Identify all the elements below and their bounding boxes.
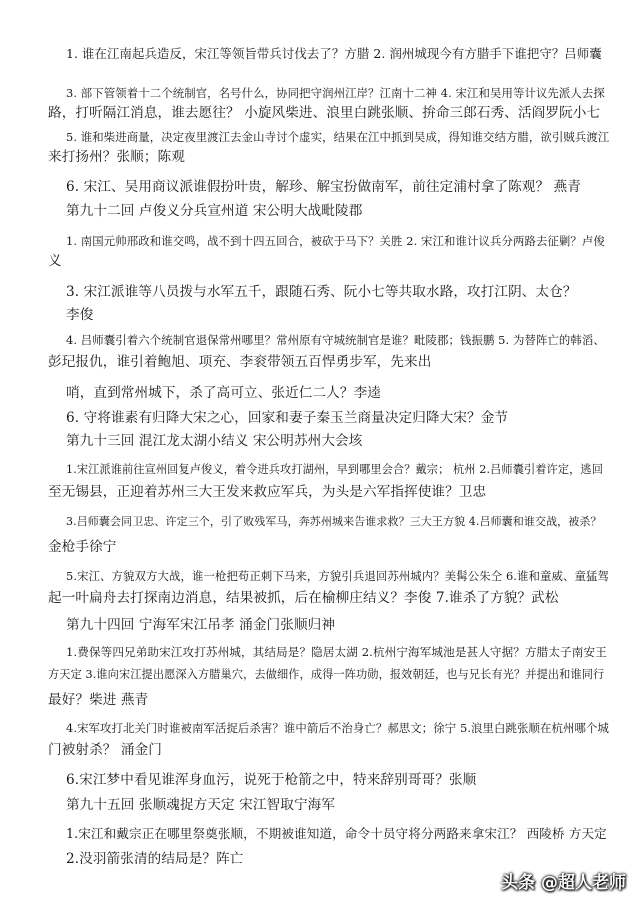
text-line: 5. 谁和柴进商量，决定夜里渡江去金山寺讨个虚实，结果在江中抓到吴成，得知谁交结方腊，欲引贼兵渡江 (66, 130, 610, 144)
text-line: 1.宋江派谁前往宣州回复卢俊义，着令进兵攻打湖州，早到哪里会合？戴宗； 杭州 2.吕师囊引着许定，逃回 (66, 463, 604, 476)
watermark: 头条 @超人老师 (501, 873, 626, 893)
text-line: 3.吕师囊会同卫忠、许定三个，引了败残军马，奔苏州城来告谁求救？三大王方貌 4.吕师囊和谁交战，被杀？ (66, 515, 602, 528)
text-line: 李俊 (66, 307, 94, 323)
text-line: 哨，直到常州城下，杀了高可立、张近仁二人？李逵 (66, 385, 381, 401)
text-line: 6. 宋江、吴用商议派谁假扮叶贵，解珍、解宝扮做南军，前往定浦村拿了陈观？ 燕青 (66, 179, 581, 195)
text-line: 2.没羽箭张清的结局是？阵亡 (66, 851, 244, 867)
chapter-heading: 第九十三回 混江龙太湖小结义 宋公明苏州大会垓 (66, 433, 363, 449)
text-line: 方天定 3.谁向宋江提出愿深入方腊巢穴，去做细作，成得一阵功勋，报效朝廷，也与兄长有光？并提出和谁同行 (48, 668, 605, 681)
text-line: 6.宋江梦中看见谁浑身血污，说死于枪箭之中，特来辞别哥哥？张顺 (66, 772, 477, 788)
text-line: 4. 吕师囊引着六个统制官退保常州哪里？常州原有守城统制官是谁？毗陵郡；钱振鹏 5. 为替阵亡的韩滔、 (66, 333, 605, 347)
text-line: 1. 南国元帅邢政和谁交鸣，战不到十四五回合，被砍于马下？关胜 2. 宋江和谁计议兵分两路去征剿？卢俊 (66, 234, 605, 248)
text-line: 义 (48, 253, 62, 269)
text-line: 1. 谁在江南起兵造反，宋江等领旨带兵讨伐去了？方腊 2. 润州城现今有方腊手下谁把守？吕师囊 (66, 46, 602, 61)
text-line: 1.费保等四兄弟助宋江攻打苏州城，其结局是？隐居太湖 2.杭州宁海军城池是甚人守据？方腊太子南安王 (66, 645, 607, 659)
chapter-heading: 第九十二回 卢俊义分兵宣州道 宋公明大战毗陵郡 (66, 203, 363, 219)
text-line: 1.宋江和戴宗正在哪里祭奠张顺，不期被谁知道，命令十员守将分两路来拿宋江？ 西陵桥 方天定 (66, 826, 607, 841)
text-line: 门被射杀？ 涌金门 (48, 742, 162, 758)
text-line: 4.宋军攻打北关门时谁被南军活捉后杀害？谁中箭后不治身亡？郝思文；徐宁 5.浪里白跳张顺在杭州哪个城 (66, 721, 609, 735)
chapter-heading: 第九十五回 张顺魂捉方天定 宋江智取宁海军 (66, 797, 336, 813)
text-line: 5.宋江、方貌双方大战，谁一枪把苟正刺下马来，方貌引兵退回苏州城内？美髯公朱仝 6.谁和童威、童猛驾 (66, 569, 609, 583)
chapter-heading: 第九十四回 宁海军宋江吊孝 涌金门张顺归神 (66, 617, 336, 633)
text-line: 起一叶扁舟去打探南边消息，结果被抓，后在榆柳庄结义？李俊 7.谁杀了方貌？武松 (48, 590, 559, 606)
text-line: 3. 部下管领着十二个统制官，名号什么，协同把守润州江岸？江南十二神 4. 宋江和吴用等计议先派人去探 (66, 86, 605, 100)
text-line: 彭玘报仇，谁引着鲍旭、项充、李衮带领五百悍勇步军，先来出 (48, 354, 432, 370)
text-line: 路，打听隔江消息，谁去愿往？ 小旋风柴进、浪里白跳张顺、拚命三郎石秀、活阎罗阮小七 (48, 105, 601, 121)
text-line: 最好？柴进 燕青 (48, 692, 149, 708)
text-line: 来打扬州？张顺；陈观 (48, 149, 185, 165)
text-line: 金枪手徐宁 (48, 539, 117, 555)
text-line: 3. 宋江派谁等八员拨与水军五千，跟随石秀、阮小七等共取水路，攻打江阴、太仓？ (66, 284, 577, 300)
text-line: 至无锡县，正迎着苏州三大王发来救应军兵，为头是六军指挥使谁？卫忠 (48, 484, 487, 500)
text-line: 6. 守将谁素有归降大宋之心，回家和妻子秦玉兰商量决定归降大宋？金节 (66, 410, 509, 426)
